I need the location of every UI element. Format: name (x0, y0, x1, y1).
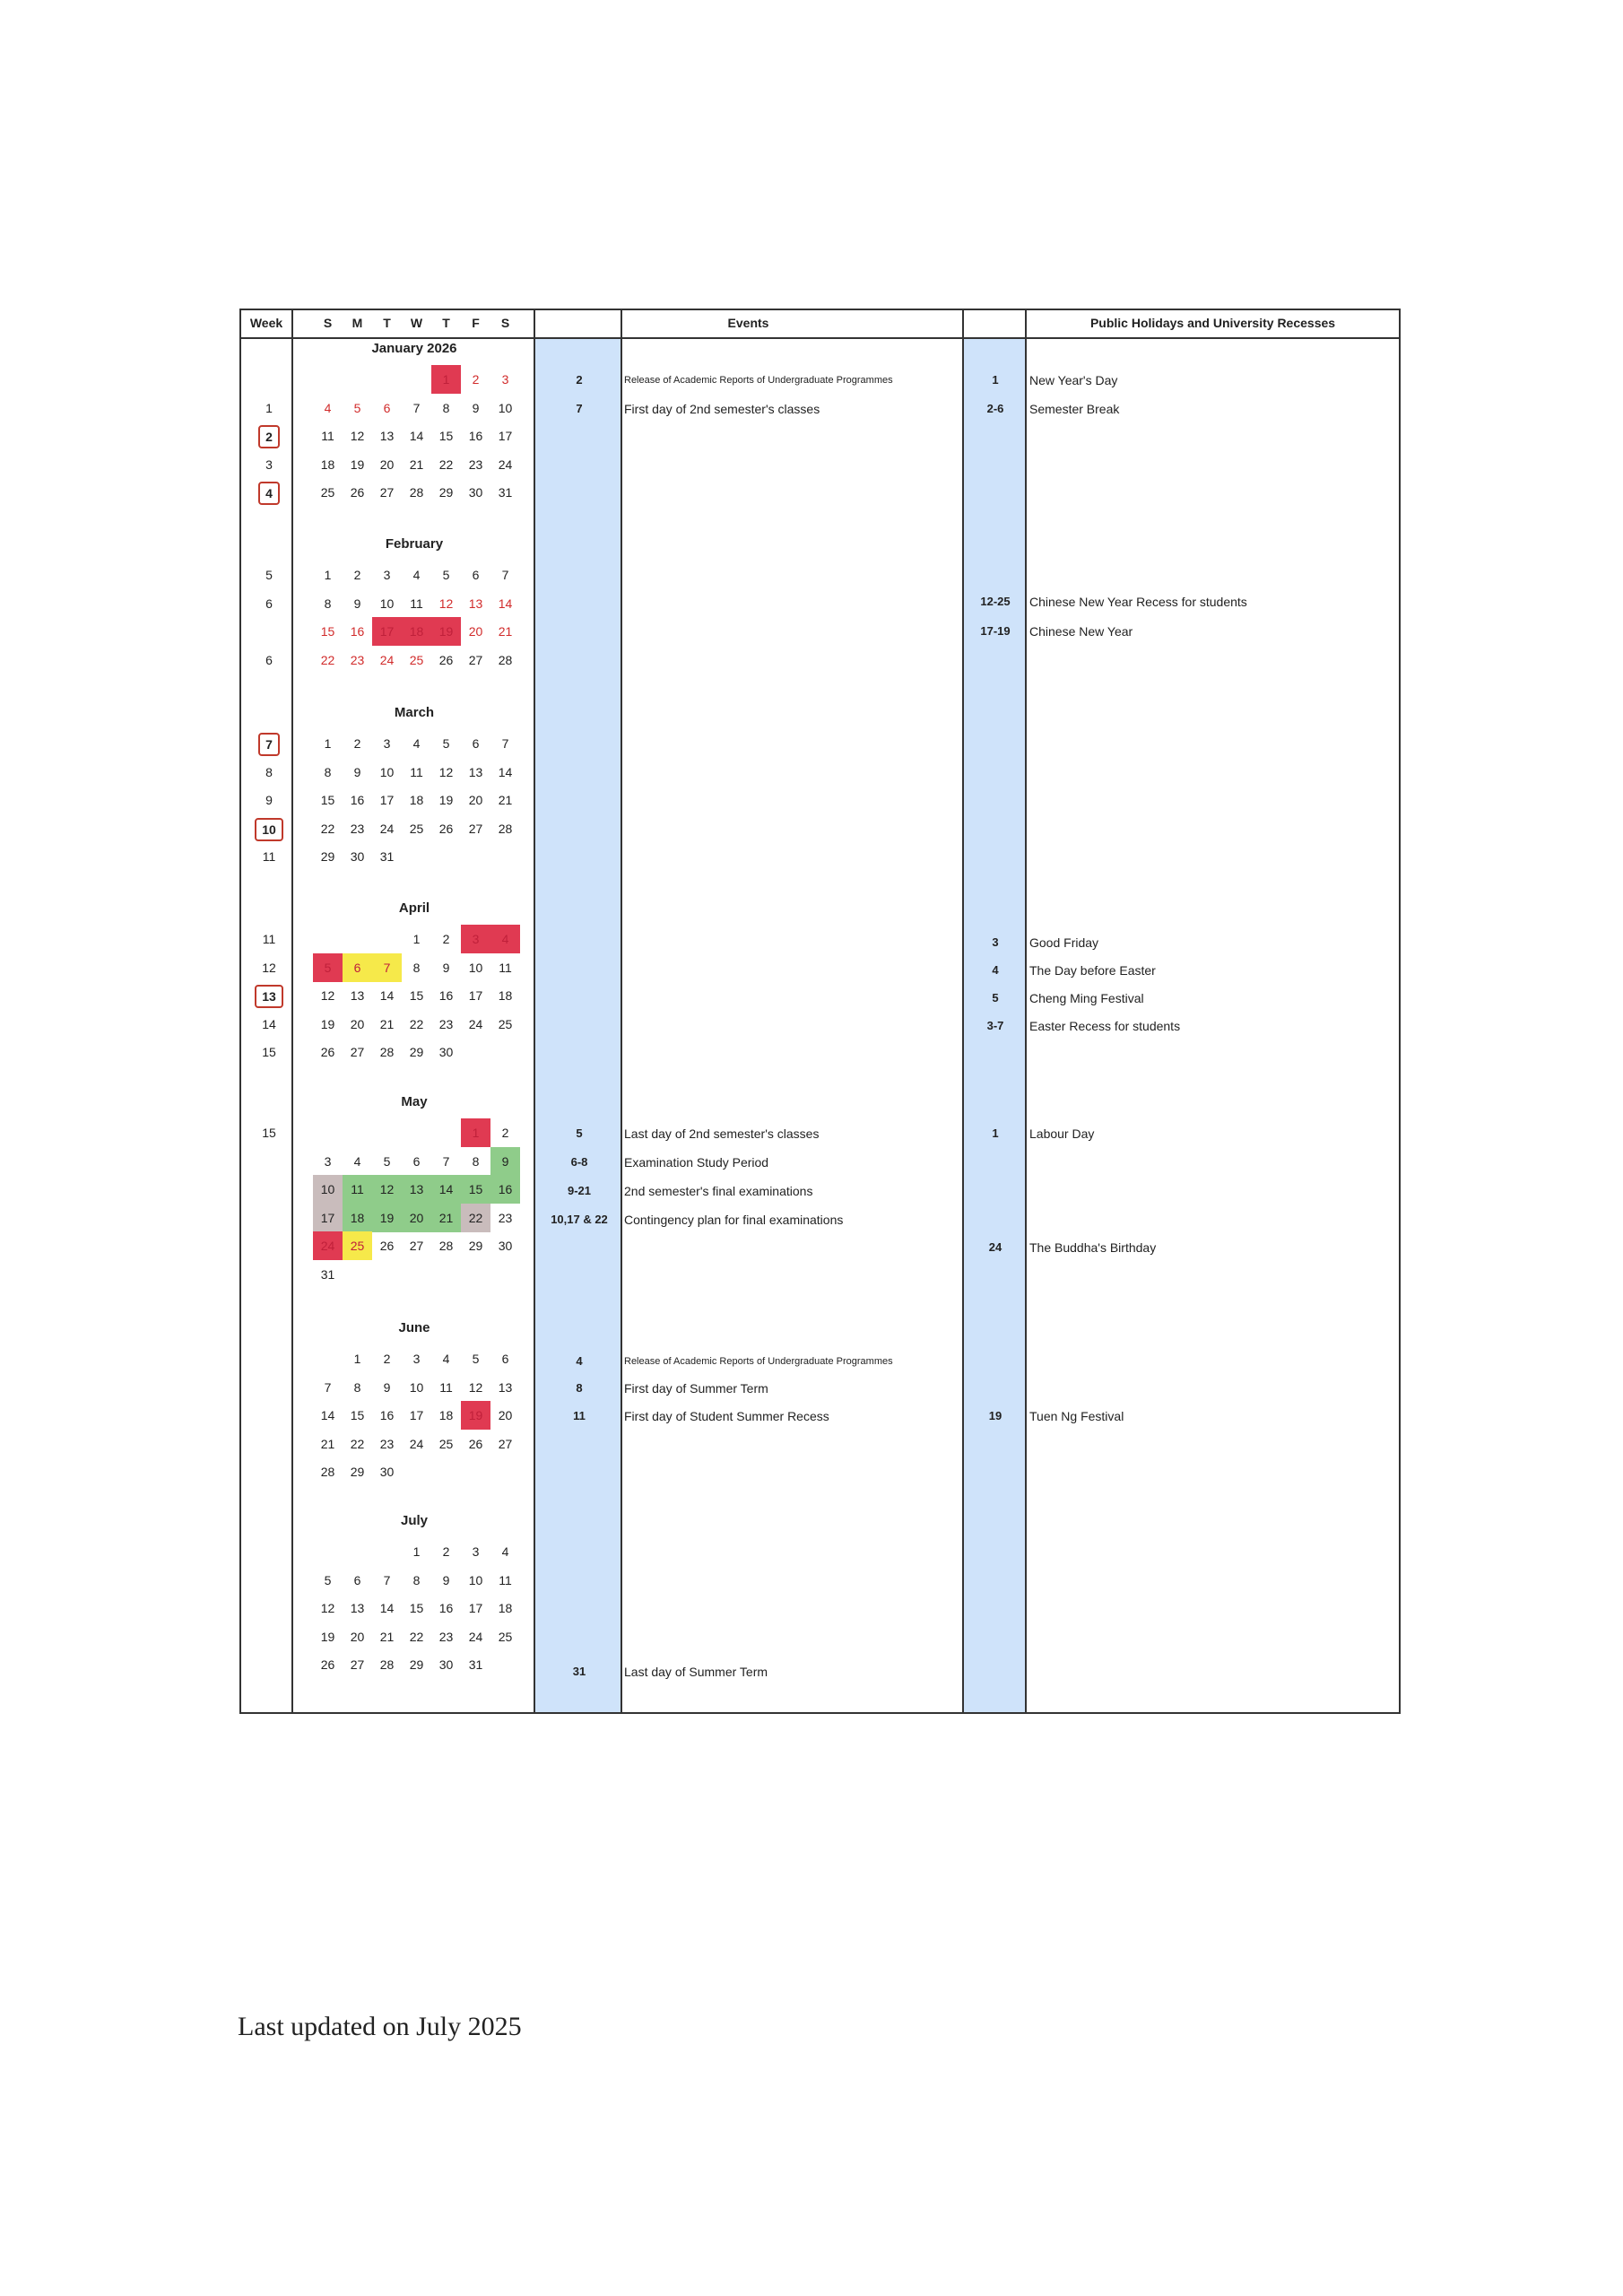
calendar-day: 8 (412, 960, 421, 975)
calendar-day: 29 (320, 849, 335, 864)
calendar-day: 28 (498, 821, 513, 836)
calendar-day: 3 (383, 568, 391, 582)
calendar-day: 28 (498, 652, 513, 667)
event-date: 9-21 (567, 1184, 592, 1197)
calendar-day: 14 (498, 764, 513, 779)
calendar-day: 8 (412, 1572, 421, 1587)
calendar-day: 6 (472, 736, 480, 751)
calendar-day: 11 (439, 1379, 453, 1395)
calendar-day: 7 (324, 1379, 332, 1395)
calendar-day: 8 (324, 764, 332, 779)
calendar-day: 24 (468, 1016, 483, 1031)
calendar-day: 18 (409, 793, 424, 807)
calendar-day: 1 (324, 568, 332, 582)
week-number: 1 (265, 400, 273, 415)
week-number: 5 (265, 568, 273, 582)
calendar-day: 23 (350, 652, 365, 667)
calendar-day: 16 (438, 988, 454, 1003)
calendar-day: 20 (379, 457, 395, 472)
calendar-day: 21 (379, 1629, 395, 1644)
calendar-day: 16 (379, 1408, 395, 1422)
event-text: Release of Academic Reports of Undergraduate Programmes (624, 1356, 893, 1367)
calendar-day: 5 (472, 1352, 480, 1366)
calendar-day: 24 (379, 821, 395, 836)
calendar-day: 5 (383, 1153, 391, 1169)
holiday-text: Easter Recess for students (1029, 1019, 1181, 1033)
header-holidays: Public Holidays and University Recesses (1089, 316, 1336, 330)
week-number: 2 (248, 425, 290, 447)
calendar-day: 6 (383, 400, 391, 415)
calendar-day: 12 (320, 1601, 335, 1615)
week-number: 9 (265, 793, 273, 807)
calendar-day: 13 (379, 429, 395, 443)
calendar-day: 2 (501, 1126, 509, 1140)
week-number: 10 (248, 818, 290, 839)
calendar-day: 5 (324, 1572, 332, 1587)
calendar-day: 11 (499, 1572, 512, 1587)
calendar-day: 16 (350, 624, 365, 639)
event-text: Last day of 2nd semester's classes (624, 1126, 820, 1141)
calendar-day: 22 (438, 457, 454, 472)
calendar-day: 3 (324, 1153, 332, 1169)
calendar-day: 20 (402, 1204, 431, 1232)
week-number: 14 (262, 1016, 276, 1031)
calendar-day: 28 (320, 1465, 335, 1479)
holiday-text: Semester Break (1029, 402, 1120, 416)
month-title: March (394, 705, 435, 720)
calendar-day: 31 (468, 1657, 483, 1672)
week-number: 15 (262, 1045, 276, 1059)
calendar-day: 13 (498, 1379, 513, 1395)
event-date: 5 (576, 1126, 583, 1140)
calendar-day: 31 (379, 849, 395, 864)
calendar-day: 21 (320, 1436, 335, 1451)
calendar-day: 22 (409, 1629, 424, 1644)
calendar-day: 9 (490, 1147, 520, 1176)
calendar-day: 15 (409, 988, 424, 1003)
calendar-day: 26 (320, 1045, 335, 1059)
holiday-date: 17-19 (980, 624, 1011, 638)
calendar-day: 30 (468, 485, 483, 500)
calendar-day: 14 (431, 1175, 461, 1204)
calendar-day: 4 (353, 1153, 361, 1169)
calendar-day: 16 (468, 429, 483, 443)
calendar-day: 30 (379, 1465, 395, 1479)
calendar-day: 23 (350, 821, 365, 836)
holiday-text: Labour Day (1029, 1126, 1095, 1141)
calendar-day: 10 (468, 960, 483, 975)
calendar-day: 9 (472, 400, 480, 415)
calendar-day: 28 (409, 485, 424, 500)
holiday-date: 2-6 (986, 402, 1004, 415)
event-text: Examination Study Period (624, 1155, 769, 1170)
calendar-day: 17 (409, 1408, 424, 1422)
calendar-day: 2 (472, 372, 480, 387)
calendar-day: 7 (383, 1572, 391, 1587)
calendar-day: 19 (320, 1629, 335, 1644)
calendar-day: 14 (409, 429, 424, 443)
calendar-day: 2 (353, 568, 361, 582)
week-number: 3 (265, 457, 273, 472)
week-number: 13 (248, 985, 290, 1006)
calendar-day: 29 (409, 1045, 424, 1059)
calendar-day: 8 (442, 400, 450, 415)
calendar-day: 12 (320, 988, 335, 1003)
calendar-day: 11 (499, 960, 512, 975)
calendar-day: 27 (350, 1657, 365, 1672)
calendar-day: 25 (409, 652, 424, 667)
calendar-day: 20 (498, 1408, 513, 1422)
calendar-day: 2 (383, 1352, 391, 1366)
calendar-day: 18 (498, 1601, 513, 1615)
event-text: First day of 2nd semester's classes (624, 402, 820, 416)
calendar-day: 2 (442, 1544, 450, 1559)
calendar-day: 11 (321, 429, 334, 443)
event-text: First day of Summer Term (624, 1381, 768, 1396)
calendar-day: 10 (379, 596, 395, 611)
calendar-day: 27 (468, 652, 483, 667)
event-date: 11 (573, 1409, 586, 1422)
calendar-day: 5 (313, 953, 343, 982)
calendar-day: 10 (313, 1175, 343, 1204)
holiday-text: Cheng Ming Festival (1029, 991, 1144, 1005)
calendar-day: 19 (431, 617, 461, 646)
calendar-day: 11 (410, 764, 423, 779)
calendar-day: 7 (442, 1153, 450, 1169)
header-day-1: M (352, 316, 363, 330)
calendar-day: 20 (350, 1016, 365, 1031)
calendar-day: 27 (409, 1239, 424, 1253)
calendar-day: 18 (438, 1408, 454, 1422)
calendar-day: 12 (372, 1175, 402, 1204)
calendar-day: 25 (409, 821, 424, 836)
calendar-day: 19 (320, 1016, 335, 1031)
calendar-day: 19 (372, 1204, 402, 1232)
calendar-day: 26 (379, 1239, 395, 1253)
holiday-date: 19 (988, 1409, 1002, 1422)
calendar-day: 26 (320, 1657, 335, 1672)
calendar-day: 3 (383, 736, 391, 751)
holiday-text: Good Friday (1029, 935, 1099, 950)
holiday-date: 5 (992, 991, 999, 1004)
calendar-day: 6 (353, 1572, 361, 1587)
calendar-day: 6 (472, 568, 480, 582)
calendar-day: 27 (350, 1045, 365, 1059)
calendar-day: 25 (498, 1629, 513, 1644)
calendar-day: 13 (350, 988, 365, 1003)
calendar-day: 17 (379, 793, 395, 807)
calendar-day: 19 (350, 457, 365, 472)
calendar-day: 1 (412, 1544, 421, 1559)
calendar-day: 15 (320, 624, 335, 639)
col-rule-calendar (534, 309, 535, 1714)
calendar-day: 30 (350, 849, 365, 864)
calendar-day: 17 (313, 1204, 343, 1232)
holiday-date: 12-25 (980, 595, 1011, 608)
calendar-day: 30 (438, 1657, 454, 1672)
calendar-day: 9 (442, 960, 450, 975)
calendar-day: 27 (498, 1436, 513, 1451)
event-text: 2nd semester's final examinations (624, 1184, 813, 1198)
header-day-2: T (383, 316, 391, 330)
calendar-day: 8 (472, 1153, 480, 1169)
calendar-day: 5 (442, 736, 450, 751)
holiday-text: The Buddha's Birthday (1029, 1240, 1157, 1255)
calendar-day: 17 (372, 617, 402, 646)
week-number: 12 (262, 960, 276, 975)
calendar-day: 27 (468, 821, 483, 836)
events-date-band (534, 338, 621, 1712)
holiday-text: Tuen Ng Festival (1029, 1409, 1124, 1423)
calendar-day: 7 (501, 736, 509, 751)
week-number: 11 (262, 849, 276, 864)
calendar-day: 4 (501, 1544, 509, 1559)
holiday-date: 24 (988, 1240, 1002, 1254)
calendar-day: 29 (409, 1657, 424, 1672)
calendar-day: 12 (438, 596, 454, 611)
calendar-day: 15 (320, 793, 335, 807)
holiday-date: 3 (992, 935, 999, 949)
calendar-day: 17 (498, 429, 513, 443)
calendar-day: 8 (324, 596, 332, 611)
calendar-day: 22 (409, 1016, 424, 1031)
event-date: 6-8 (570, 1155, 588, 1169)
calendar-day: 1 (324, 736, 332, 751)
calendar-day: 6 (412, 1153, 421, 1169)
event-text: Release of Academic Reports of Undergraduate Programmes (624, 375, 893, 386)
holiday-text: Chinese New Year Recess for students (1029, 595, 1247, 609)
calendar-day: 6 (501, 1352, 509, 1366)
calendar-day: 2 (353, 736, 361, 751)
calendar-day: 15 (409, 1601, 424, 1615)
calendar-day: 29 (350, 1465, 365, 1479)
calendar-day: 3 (472, 1544, 480, 1559)
calendar-day: 11 (343, 1175, 372, 1204)
calendar-day: 27 (379, 485, 395, 500)
calendar-day: 17 (468, 1601, 483, 1615)
calendar-day: 12 (438, 764, 454, 779)
event-date: 4 (576, 1354, 583, 1368)
calendar-day: 10 (498, 400, 513, 415)
calendar-day: 5 (353, 400, 361, 415)
holiday-date: 1 (992, 373, 999, 387)
calendar-day: 18 (320, 457, 335, 472)
header-day-6: S (500, 316, 510, 330)
calendar-day: 2 (442, 932, 450, 946)
month-title: June (398, 1320, 430, 1335)
week-number: 4 (248, 482, 290, 503)
calendar-day: 3 (412, 1352, 421, 1366)
calendar-day: 16 (438, 1601, 454, 1615)
calendar-day: 20 (350, 1629, 365, 1644)
calendar-day: 14 (379, 1601, 395, 1615)
event-text: First day of Student Summer Recess (624, 1409, 829, 1423)
week-number: 6 (265, 652, 273, 667)
calendar-day: 24 (313, 1231, 343, 1260)
calendar-day: 22 (350, 1436, 365, 1451)
calendar-day: 25 (498, 1016, 513, 1031)
col-rule-holiday-code (1025, 309, 1027, 1714)
holiday-date: 4 (992, 963, 999, 977)
calendar-day: 5 (442, 568, 450, 582)
calendar-day: 16 (350, 793, 365, 807)
event-date: 8 (576, 1381, 583, 1395)
holiday-date: 1 (992, 1126, 999, 1140)
calendar-day: 9 (353, 596, 361, 611)
calendar-day: 15 (461, 1175, 490, 1204)
calendar-day: 21 (431, 1204, 461, 1232)
calendar-day: 12 (350, 429, 365, 443)
calendar-day: 19 (461, 1401, 490, 1430)
calendar-day: 14 (498, 596, 513, 611)
calendar-day: 1 (431, 365, 461, 394)
calendar-day: 23 (498, 1210, 513, 1225)
calendar-day: 31 (498, 485, 513, 500)
header-day-5: F (472, 316, 480, 330)
calendar-day: 26 (438, 652, 454, 667)
event-date: 7 (576, 402, 583, 415)
calendar-day: 28 (438, 1239, 454, 1253)
calendar-day: 1 (461, 1118, 490, 1147)
week-number: 15 (262, 1126, 276, 1140)
event-date: 10,17 & 22 (551, 1213, 608, 1226)
header-day-0: S (323, 316, 333, 330)
calendar-day: 4 (412, 568, 421, 582)
calendar-day: 22 (320, 652, 335, 667)
calendar-day: 20 (468, 793, 483, 807)
col-rule-event-code (621, 309, 622, 1714)
calendar-day: 23 (468, 457, 483, 472)
calendar-day: 4 (490, 925, 520, 953)
week-number: 8 (265, 764, 273, 779)
calendar-day: 7 (501, 568, 509, 582)
calendar-day: 24 (379, 652, 395, 667)
calendar-day: 3 (501, 372, 509, 387)
calendar-day: 11 (410, 596, 423, 611)
col-rule-week (291, 309, 293, 1714)
calendar-day: 18 (343, 1204, 372, 1232)
calendar-day: 21 (498, 793, 513, 807)
month-title: February (385, 536, 444, 552)
calendar-day: 25 (343, 1231, 372, 1260)
month-title: July (400, 1513, 428, 1528)
calendar-day: 31 (320, 1266, 335, 1282)
calendar-day: 29 (468, 1239, 483, 1253)
holiday-text: Chinese New Year (1029, 624, 1133, 639)
header-day-3: W (410, 316, 423, 330)
calendar-day: 13 (468, 764, 483, 779)
calendar-day: 18 (402, 617, 431, 646)
calendar-day: 21 (409, 457, 424, 472)
col-rule-events (962, 309, 964, 1714)
calendar-day: 4 (324, 400, 332, 415)
calendar-day: 24 (498, 457, 513, 472)
header-day-4: T (442, 316, 450, 330)
event-text: Last day of Summer Term (624, 1665, 768, 1679)
calendar-day: 13 (402, 1175, 431, 1204)
calendar-day: 26 (350, 485, 365, 500)
calendar-day: 14 (379, 988, 395, 1003)
last-updated-note: Last updated on July 2025 (238, 2012, 522, 2041)
calendar-day: 25 (438, 1436, 454, 1451)
month-title: May (401, 1094, 428, 1109)
calendar-day: 17 (468, 988, 483, 1003)
holiday-date: 3-7 (986, 1019, 1004, 1032)
week-number: 7 (248, 733, 290, 754)
calendar-day: 8 (353, 1379, 361, 1395)
calendar-day: 3 (461, 925, 490, 953)
holiday-text: The Day before Easter (1029, 963, 1156, 978)
calendar-day: 7 (372, 953, 402, 982)
calendar-day: 25 (320, 485, 335, 500)
header-events: Events (727, 316, 769, 330)
calendar-day: 9 (442, 1572, 450, 1587)
calendar-day: 26 (438, 821, 454, 836)
calendar-day: 4 (442, 1352, 450, 1366)
calendar-day: 28 (379, 1657, 395, 1672)
week-number: 6 (265, 596, 273, 611)
calendar-day: 21 (498, 624, 513, 639)
calendar-day: 14 (320, 1408, 335, 1422)
calendar-day: 16 (490, 1175, 520, 1204)
calendar-day: 30 (438, 1045, 454, 1059)
calendar-day: 6 (343, 953, 372, 982)
calendar-day: 29 (438, 485, 454, 500)
calendar-day: 22 (461, 1204, 490, 1232)
calendar-day: 12 (468, 1379, 483, 1395)
calendar-day: 9 (353, 764, 361, 779)
calendar-day: 9 (383, 1379, 391, 1395)
calendar-day: 1 (353, 1352, 361, 1366)
calendar-day: 13 (468, 596, 483, 611)
calendar-day: 1 (412, 932, 421, 946)
calendar-day: 26 (468, 1436, 483, 1451)
holiday-text: New Year's Day (1029, 373, 1118, 387)
calendar-day: 23 (438, 1016, 454, 1031)
calendar-day: 10 (379, 764, 395, 779)
calendar-day: 24 (468, 1629, 483, 1644)
calendar-day: 20 (468, 624, 483, 639)
event-date: 2 (576, 373, 583, 387)
calendar-day: 18 (498, 988, 513, 1003)
calendar-day: 21 (379, 1016, 395, 1031)
calendar-day: 4 (412, 736, 421, 751)
month-title: April (398, 900, 430, 916)
calendar-day: 22 (320, 821, 335, 836)
calendar-day: 13 (350, 1601, 365, 1615)
calendar-day: 24 (409, 1436, 424, 1451)
week-number: 11 (262, 932, 276, 946)
header-week: Week (249, 316, 283, 330)
event-text: Contingency plan for final examinations (624, 1213, 844, 1227)
calendar-day: 23 (438, 1629, 454, 1644)
calendar-day: 10 (468, 1572, 483, 1587)
event-date: 31 (572, 1665, 586, 1678)
calendar-day: 30 (498, 1239, 513, 1253)
calendar-day: 23 (379, 1436, 395, 1451)
calendar-day: 10 (409, 1379, 424, 1395)
calendar-day: 15 (350, 1408, 365, 1422)
calendar-day: 15 (438, 429, 454, 443)
calendar-day: 19 (438, 793, 454, 807)
month-title: January 2026 (371, 341, 457, 356)
calendar-day: 28 (379, 1045, 395, 1059)
calendar-day: 7 (412, 400, 421, 415)
